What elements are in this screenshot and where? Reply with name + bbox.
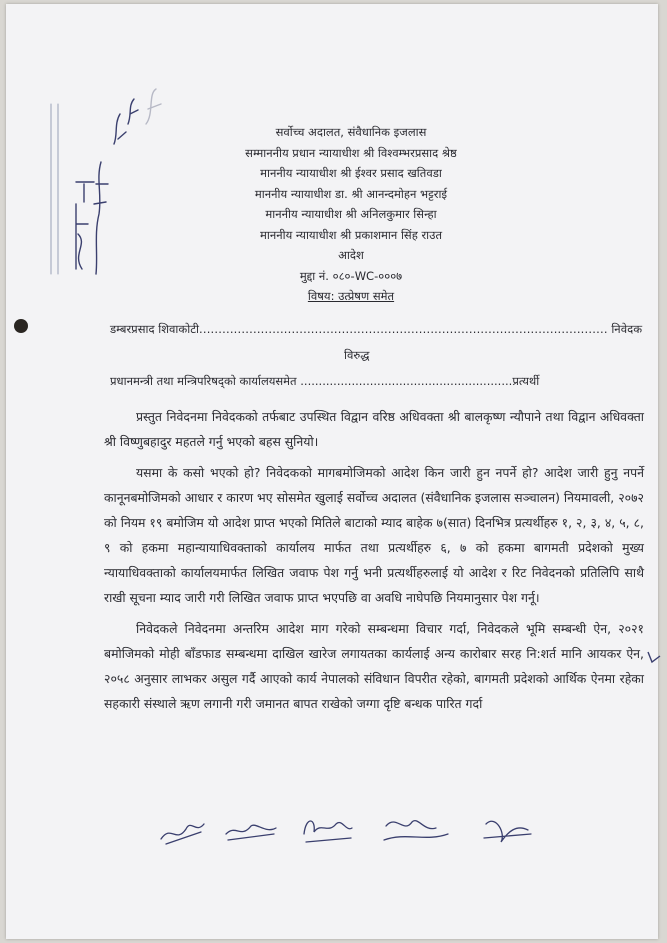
petitioner-name: डम्बरप्रसाद शिवाकोटी [110,322,199,336]
case-number: मुद्दा नं. ०८०-WC-०००७ [299,268,403,283]
signature-1 [161,824,204,844]
signature-5 [484,821,531,842]
order-body [104,404,644,722]
respondent-line [110,374,539,389]
court-header [186,122,516,307]
bench-justice-1: माननीय न्यायाधीश श्री ईश्वर प्रसाद खतिवडा [260,166,442,180]
bench-justice-2: माननीय न्यायाधीश डा. श्री आनन्दमोहन भट्टराई [254,186,448,201]
petitioner-role: निवेदक [611,322,643,336]
margin-pen-mark [646,650,664,664]
case-subject: विषय: उत्प्रेषण समेत [307,289,395,303]
respondent-role: प्रत्यर्थी [512,374,540,388]
paragraph-1: प्रस्तुत निवेदनमा निवेदकको तर्फबाट उपस्थित विद्वान वरिष्ठ अधिवक्ता श्री बालकृष्ण न्यौपाने तथा विद्वान अधिवक्ता श्री विष्णुबहादुर महतले गर्नु भएको बहस सुनियो। [104,409,644,449]
paragraph-2: यसमा के कसो भएको हो? निवेदकको मागबमोजिमको आदेश किन जारी हुन नपर्ने हो? आदेश जारी हुनु नपर्ने कानूनबमोजिमको आधार र कारण भए सोसमेत खुलाई सर्वोच्च अदालत (संवैधानिक इजलास सञ्चालन) नियमावली, २०७२ को नियम १९ बमोजिम यो आदेश प्राप्त भएको मितिले बाटाको म्याद बाहेक ७(सात) दिनभित्र प्रत्यर्थीहरु १, २, ३, ४, ५, ८, ९ को हकमा महान्यायाधिवक्ताको कार्यालय मार्फत तथा प्रत्यर्थीहरु ६, ७ को हकमा बागमती प्रदेशको मुख्य न्यायाधिवक्ताको कार्यालयमार्फत लिखित जवाफ पेश गर्नु भनी प्रत्यर्थीहरुलाई यो आदेश र रिट निवेदनको प्रतिलिपि साथै राखी सूचना म्याद जारी गरी लिखित जवाफ प्राप्त भएपछि वा अवधि नाघेपछि नियमानुसार पेश गर्नू। [104,465,644,605]
petitioner-line [110,322,642,337]
versus-label: विरुद्ध [344,348,370,362]
order-title: आदेश [338,248,364,262]
bench-justice-3: माननीय न्यायाधीश श्री अनिलकुमार सिन्हा [265,207,437,221]
respondent-dots: .......................................................... [300,374,513,388]
margin-handwritten-note [36,84,166,284]
judges-signatures [156,804,556,854]
petitioner-dots: .......................................................................................................... [198,322,608,336]
court-name: सर्वोच्च अदालत, संवैधानिक इजलास [275,125,427,139]
signature-4 [384,821,448,840]
bench-justice-4: माननीय न्यायाधीश श्री प्रकाशमान सिंह राउत [259,227,443,242]
paragraph-3: निवेदकले निवेदनमा अन्तरिम आदेश माग गरेको सम्बन्धमा विचार गर्दा, निवेदकले भूमि सम्बन्धी ऐन, २०२१ बमोजिमको मोही बाँडफाड सम्बन्धमा दाखिल खारेज लगायतका कार्यलाई अन्य कारोबार सरह नि:शर्त मानि आयकर ऐन, २०५८ अनुसार लाभकर असुल गर्दै आएको कार्य नेपालको संविधान विपरीत रहेको, बागमती प्रदेशको आर्थिक ऐनमा रहेका सहकारी संस्थाले ऋण लगानी गरी जमानत बापत राखेको जग्गा दृष्टि बन्धक पारित गर्दा [104,621,644,711]
punch-hole [14,319,28,333]
respondent-name: प्रधानमन्त्री तथा मन्त्रिपरिषद्को कार्यालयसमेत [110,374,297,388]
signature-3 [304,821,352,842]
document-page [6,4,658,939]
signature-2 [226,825,276,840]
bench-chief-justice: सम्माननीय प्रधान न्यायाधीश श्री विश्वम्भरप्रसाद श्रेष्ठ [245,145,457,160]
